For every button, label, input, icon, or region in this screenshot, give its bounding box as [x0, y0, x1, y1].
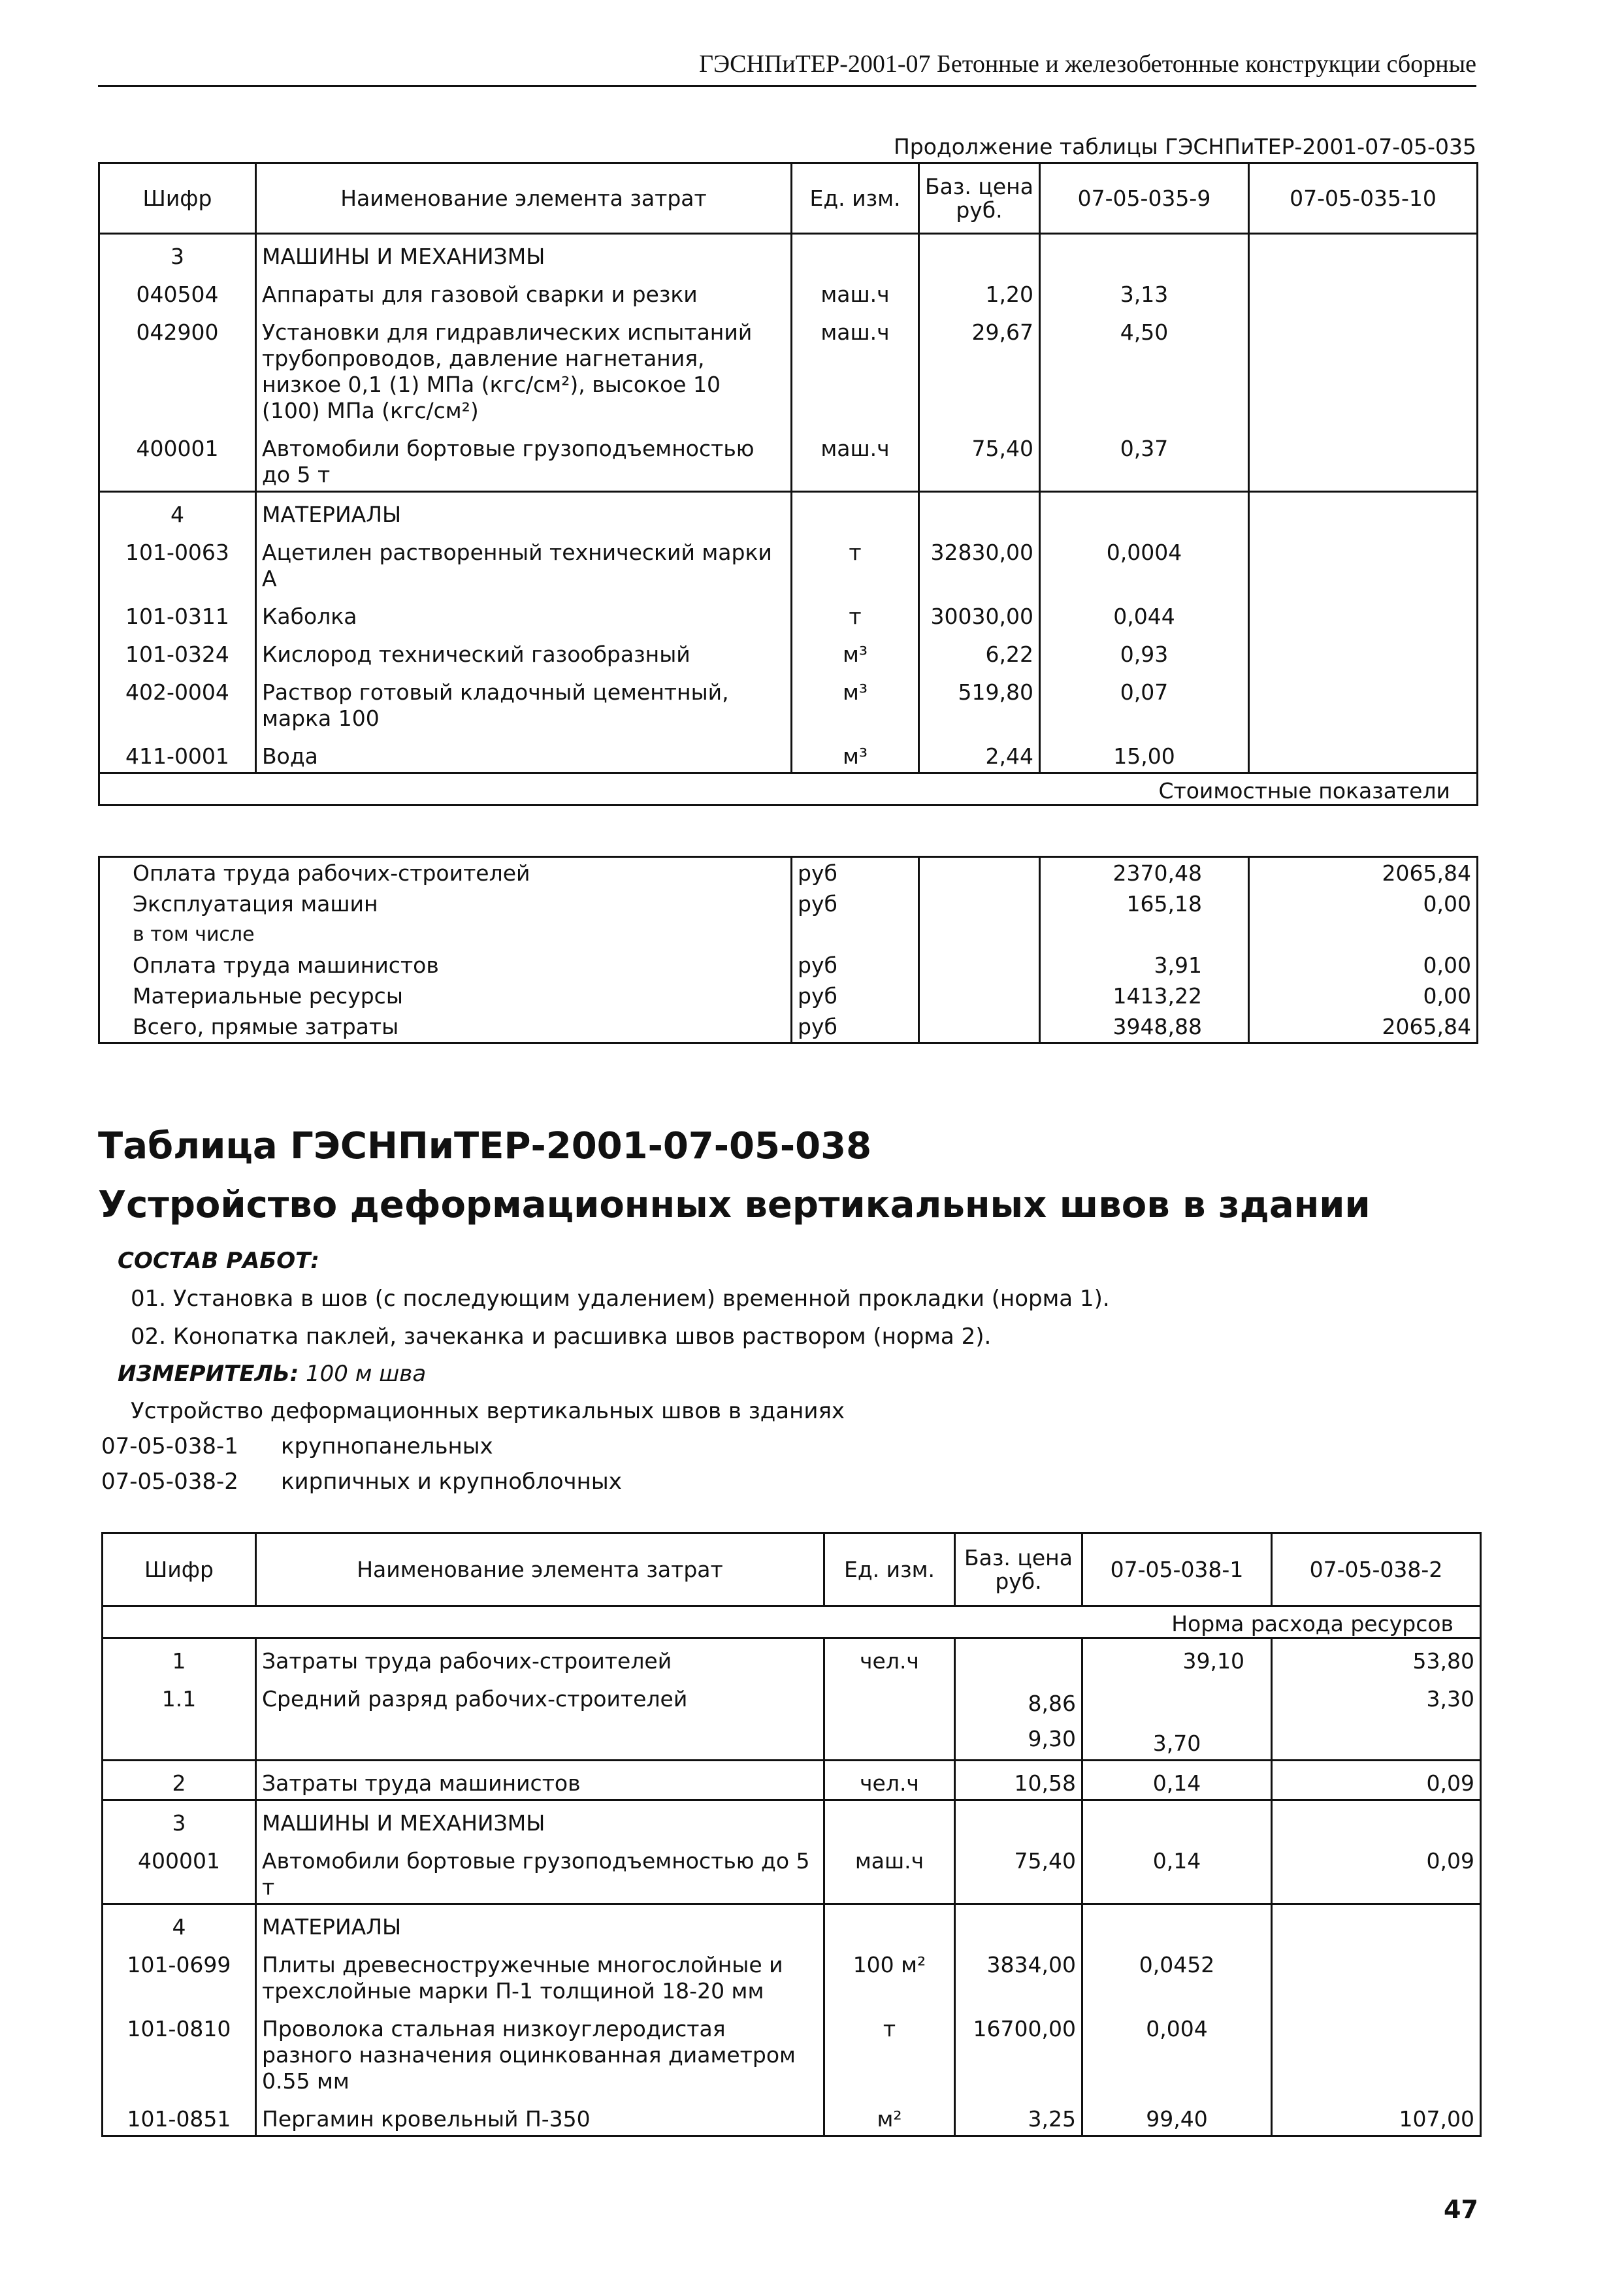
col-header-v2: 07-05-038-2 — [1272, 1533, 1481, 1606]
row-price: 30030,00 — [919, 594, 1040, 632]
section-subtitle: Устройство деформационных вертикальных швов в здании — [98, 1184, 1371, 1226]
meter-line — [118, 1361, 426, 1387]
row-code: 2 — [103, 1761, 256, 1800]
row-name: МАШИНЫ И МЕХАНИЗМЫ — [256, 1800, 824, 1840]
row-v2: 3,30 — [1272, 1677, 1481, 1761]
row-price: 1,20 — [919, 272, 1040, 310]
row-name: МАШИНЫ И МЕХАНИЗМЫ — [256, 234, 792, 273]
row-v1: 0,044 — [1040, 594, 1249, 632]
row-v1: 0,07 — [1040, 670, 1249, 734]
table-row — [103, 1839, 1481, 1904]
row-name: МАТЕРИАЛЫ — [256, 492, 792, 531]
row-unit: т — [792, 530, 919, 594]
row-v2: 0,09 — [1272, 1761, 1481, 1800]
row-name: Установки для гидравлических испытаний трубопроводов, давление нагнетания, низкое 0,1 (1) МПа (кгс/см²), высокое 10 (100) МПа (кгс/см²) — [256, 310, 792, 427]
row-name: Затраты труда машинистов — [256, 1761, 824, 1800]
table-row — [103, 1677, 1481, 1761]
variant-code: 07-05-038-2 — [101, 1469, 238, 1495]
row-v1: 0,37 — [1040, 427, 1249, 492]
row-v2: 53,80 — [1272, 1638, 1481, 1678]
row-price: 29,67 — [919, 310, 1040, 427]
row-name: Проволока стальная низкоуглеродистая разного назначения оцинкованная диаметром 0.55 мм — [256, 2007, 824, 2097]
row-unit: маш.ч — [792, 310, 919, 427]
row-price: 16700,00 — [955, 2007, 1082, 2097]
table-row — [103, 1943, 1481, 2007]
row-code: 101-0810 — [103, 2007, 256, 2097]
summary-unit: руб — [792, 1011, 919, 1043]
row-price: 519,80 — [919, 670, 1040, 734]
col-header-price: Баз. цена руб. — [955, 1533, 1082, 1606]
row-price — [955, 1677, 1082, 1761]
row-v1: 0,0004 — [1040, 530, 1249, 594]
col-header-v1: 07-05-038-1 — [1082, 1533, 1272, 1606]
table1 — [98, 162, 1478, 806]
row-price-a: 8,86 — [1028, 1691, 1076, 1716]
summary-row — [99, 888, 1478, 919]
table1-caption: Продолжение таблицы ГЭСНПиТЕР-2001-07-05-035 — [893, 134, 1476, 159]
row-name: Раствор готовый кладочный цементный, марка 100 — [256, 670, 792, 734]
page-number: 47 — [1444, 2195, 1478, 2224]
table-row — [99, 632, 1478, 670]
variant-name: крупнопанельных — [281, 1433, 493, 1459]
table-row — [99, 234, 1478, 273]
summary-v2: 0,00 — [1249, 950, 1478, 981]
row-name: МАТЕРИАЛЫ — [256, 1904, 824, 1943]
row-code: 4 — [103, 1904, 256, 1943]
row-name: Автомобили бортовые грузоподъемностью до 5 т — [256, 1839, 824, 1904]
row-name: Каболка — [256, 594, 792, 632]
summary-v1: 1413,22 — [1040, 981, 1249, 1011]
norm-band-row — [103, 1606, 1481, 1638]
summary-unit: руб — [792, 950, 919, 981]
meter-value: 100 м шва — [306, 1361, 427, 1387]
row-unit: т — [824, 2007, 955, 2097]
table-row — [103, 1761, 1481, 1800]
row-price: 32830,00 — [919, 530, 1040, 594]
col-header-name: Наименование элемента затрат — [256, 1533, 824, 1606]
summary-row — [99, 857, 1478, 889]
row-v1: 39,10 — [1082, 1638, 1272, 1678]
row-code: 400001 — [99, 427, 256, 492]
table-row — [99, 492, 1478, 531]
summary-row — [99, 1011, 1478, 1043]
summary-row — [99, 950, 1478, 981]
summary-label: в том числе — [99, 919, 792, 950]
col-header-unit: Ед. изм. — [824, 1533, 955, 1606]
table-row — [103, 1638, 1481, 1678]
summary-row — [99, 981, 1478, 1011]
row-v2: 107,00 — [1272, 2097, 1481, 2136]
row-code: 4 — [99, 492, 256, 531]
table1-summary — [98, 856, 1478, 1044]
work-item: 02. Конопатка паклей, зачеканка и расшивка швов раствором (норма 2). — [131, 1324, 992, 1350]
row-unit: чел.ч — [824, 1638, 955, 1678]
row-price: 10,58 — [955, 1761, 1082, 1800]
row-code: 1.1 — [103, 1677, 256, 1761]
table-row — [103, 1800, 1481, 1840]
variant-code: 07-05-038-1 — [101, 1433, 238, 1459]
col-header-unit: Ед. изм. — [792, 163, 919, 234]
norm-band-label: Норма расхода ресурсов — [103, 1606, 1481, 1638]
row-unit: маш.ч — [792, 272, 919, 310]
row-code: 101-0324 — [99, 632, 256, 670]
row-price: 75,40 — [955, 1839, 1082, 1904]
table-row — [103, 2007, 1481, 2097]
row-code: 3 — [103, 1800, 256, 1840]
row-code: 101-0311 — [99, 594, 256, 632]
summary-label: Всего, прямые затраты — [99, 1011, 792, 1043]
summary-v2: 0,00 — [1249, 888, 1478, 919]
table2 — [101, 1532, 1482, 2137]
table-row — [99, 310, 1478, 427]
table-row — [103, 1904, 1481, 1943]
row-name: Автомобили бортовые грузоподъемностью до 5 т — [256, 427, 792, 492]
table-row — [99, 272, 1478, 310]
row-code: 3 — [99, 234, 256, 273]
summary-label: Материальные ресурсы — [99, 981, 792, 1011]
row-price: 75,40 — [919, 427, 1040, 492]
row-code: 101-0699 — [103, 1943, 256, 2007]
summary-unit: руб — [792, 888, 919, 919]
col-header-code: Шифр — [103, 1533, 256, 1606]
row-code: 411-0001 — [99, 734, 256, 773]
summary-v1: 3,91 — [1040, 950, 1249, 981]
row-v1: 0,14 — [1082, 1839, 1272, 1904]
row-name: Плиты древесностружечные многослойные и трехслойные марки П-1 толщиной 18-20 мм — [256, 1943, 824, 2007]
row-price — [955, 1638, 1082, 1678]
summary-label: Эксплуатация машин — [99, 888, 792, 919]
row-unit: маш.ч — [792, 427, 919, 492]
row-v1: 0,0452 — [1082, 1943, 1272, 2007]
works-label: СОСТАВ РАБОТ: — [118, 1248, 319, 1274]
row-code: 101-0063 — [99, 530, 256, 594]
summary-unit: руб — [792, 981, 919, 1011]
row-unit: м³ — [792, 670, 919, 734]
row-name: Затраты труда рабочих-строителей — [256, 1638, 824, 1678]
row-unit: м² — [824, 2097, 955, 2136]
summary-v2: 0,00 — [1249, 981, 1478, 1011]
row-code: 042900 — [99, 310, 256, 427]
row-price: 2,44 — [919, 734, 1040, 773]
summary-v1: 2370,48 — [1040, 857, 1249, 889]
table-row — [99, 530, 1478, 594]
table-row — [99, 427, 1478, 492]
summary-v1: 3948,88 — [1040, 1011, 1249, 1043]
row-name: Вода — [256, 734, 792, 773]
row-unit: маш.ч — [824, 1839, 955, 1904]
col-header-price: Баз. цена руб. — [919, 163, 1040, 234]
row-unit: м³ — [792, 734, 919, 773]
row-v1: 15,00 — [1040, 734, 1249, 773]
table-row — [99, 670, 1478, 734]
summary-row — [99, 919, 1478, 950]
summary-unit: руб — [792, 857, 919, 889]
section-title: Таблица ГЭСНПиТЕР-2001-07-05-038 — [98, 1125, 872, 1167]
row-price: 6,22 — [919, 632, 1040, 670]
summary-v1: 165,18 — [1040, 888, 1249, 919]
table2-header-row — [103, 1533, 1481, 1606]
table1-header-row — [99, 163, 1478, 234]
row-name: Пергамин кровельный П-350 — [256, 2097, 824, 2136]
row-unit: чел.ч — [824, 1761, 955, 1800]
work-item: 01. Установка в шов (с последующим удалением) временной прокладки (норма 1). — [131, 1286, 1110, 1312]
col-header-code: Шифр — [99, 163, 256, 234]
summary-v2: 2065,84 — [1249, 1011, 1478, 1043]
row-code: 402-0004 — [99, 670, 256, 734]
table-row — [103, 2097, 1481, 2136]
row-code: 400001 — [103, 1839, 256, 1904]
summary-label: Оплата труда рабочих-строителей — [99, 857, 792, 889]
row-code: 101-0851 — [103, 2097, 256, 2136]
col-header-v2: 07-05-035-10 — [1249, 163, 1478, 234]
row-unit: т — [792, 594, 919, 632]
row-unit: м³ — [792, 632, 919, 670]
running-header: ГЭСНПиТЕР-2001-07 Бетонные и железобетонные конструкции сборные — [98, 50, 1476, 87]
row-v1: 0,14 — [1082, 1761, 1272, 1800]
row-v1: 0,004 — [1082, 2007, 1272, 2097]
row-name: Средний разряд рабочих-строителей — [256, 1677, 824, 1761]
row-price-b: 9,30 — [1028, 1726, 1076, 1751]
row-v1: 3,13 — [1040, 272, 1249, 310]
row-price: 3,25 — [955, 2097, 1082, 2136]
row-name: Кислород технический газообразный — [256, 632, 792, 670]
meter-label: ИЗМЕРИТЕЛЬ: — [118, 1361, 299, 1387]
variant-description: Устройство деформационных вертикальных швов в зданиях — [131, 1398, 845, 1424]
table-row — [99, 734, 1478, 773]
cost-band-row — [99, 773, 1478, 805]
summary-label: Оплата труда машинистов — [99, 950, 792, 981]
row-price: 3834,00 — [955, 1943, 1082, 2007]
row-unit: 100 м² — [824, 1943, 955, 2007]
col-header-v1: 07-05-035-9 — [1040, 163, 1249, 234]
row-v1: 4,50 — [1040, 310, 1249, 427]
row-v1: 0,93 — [1040, 632, 1249, 670]
row-code: 1 — [103, 1638, 256, 1678]
summary-v2: 2065,84 — [1249, 857, 1478, 889]
col-header-name: Наименование элемента затрат — [256, 163, 792, 234]
row-v2: 0,09 — [1272, 1839, 1481, 1904]
row-code: 040504 — [99, 272, 256, 310]
row-v1: 99,40 — [1082, 2097, 1272, 2136]
row-name: Ацетилен растворенный технический марки А — [256, 530, 792, 594]
row-name: Аппараты для газовой сварки и резки — [256, 272, 792, 310]
row-v1: 3,70 — [1082, 1677, 1272, 1761]
cost-band-label: Стоимостные показатели — [99, 773, 1478, 805]
variant-name: кирпичных и крупноблочных — [281, 1469, 622, 1495]
table-row — [99, 594, 1478, 632]
